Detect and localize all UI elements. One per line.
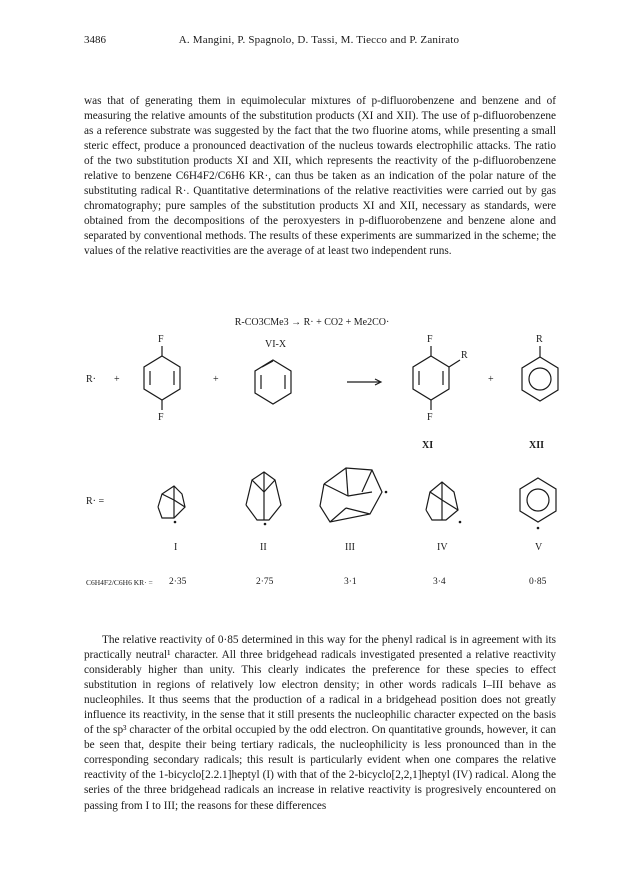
product-label-xi: XI (422, 440, 434, 451)
radical-dot-iv (459, 521, 462, 524)
substituent-r-xii: R (536, 334, 543, 345)
kr-value-i: 2·35 (169, 577, 187, 587)
substituent-r-xi: R (461, 350, 468, 361)
decomposition-equation: R-CO3CMe3 → R· + CO2 + Me2CO· (234, 317, 390, 328)
paragraph-2-text: The relative reactivity of 0·85 determined in this way for the phenyl radical is in agreement with its practically neutral¹ character. All three bridgehead radicals investigated presented a relative reactivity considerably higher than unity. This clearly indicates the preference for these species to effect substitution in regions of relatively low electron density; in other words radicals I–III behave as nucleophiles. It thus seems that the production of a radical in a bridgehead position does not greatly influence its reactivity, in the sense that it still presents the nucleophilic character expected on the basis of the sp³ character of the orbital occupied by the odd electron. On quantitative grounds, however, it can be seen that, despite their being tertiary radicals, the nucleophilicity is less pronounced than in the corresponding secondary radicals; this result is particularly evident when one compares the relative reactivity of the 1-bicyclo[2.2.1]heptyl (I) with that of the 2-bicyclo[2,2,1]heptyl (IV) radical. Along the series of the three bridgehead radicals an increase in relative reactivity is progresively encountered on passing from I to III; the reasons for these differences (84, 634, 556, 812)
radical-i-structure (158, 486, 185, 518)
plus-sign-3: + (488, 374, 494, 385)
radical-iii-structure (320, 468, 382, 522)
product-xii-ring (522, 357, 558, 401)
radical-label-ii: II (260, 542, 267, 553)
radical-iv-structure (426, 482, 458, 520)
paragraph-2 (84, 633, 556, 814)
radical-label-v: V (535, 542, 543, 553)
fluorine-bottom-reactant: F (158, 412, 164, 423)
kr-value-ii: 2·75 (256, 577, 274, 587)
running-authors: A. Mangini, P. Spagnolo, D. Tassi, M. Tiecco and P. Zanirato (178, 34, 460, 46)
radical-dot-v (537, 527, 540, 530)
kr-value-iii: 3·1 (344, 577, 357, 587)
precursor-label: VI-X (265, 339, 287, 350)
radical-label-iii: III (345, 542, 355, 553)
radical-row-label: R· = (86, 496, 105, 507)
paragraph-1-text: was that of generating them in equimolecular mixtures of p-difluorobenzene and benzene and of measuring the relative amounts of the substitution products (XI and XII). The use of p-difluorobenzene as a reference substrate was suggested by the fact that the two fluorine atoms, while presenting a small steric effect, produce a pronounced deactivation of the nucleus towards electrophilic attacks. The ratio of the two substitution products XI and XII, which represents the reactivity of the p-difluorobenzene relative to benzene C6H4F2/C6H6 KR·, can thus be taken as an indication of the polar nature of the substituting radical R·. Quantitative determinations of the relative reactivities were carried out by gas chromatography; pure samples of the substitution products XI and XII, necessary as standards, were obtained from the decompositions of the peroxyesters in p-difluorobenzene and benzene alone and separated by conventional methods. The results of these experiments are summarized in the scheme; the values of the relative reactivities are the average of at least two independent runs. (84, 95, 556, 258)
radical-ii-structure (246, 472, 281, 520)
plus-sign-2: + (213, 374, 219, 385)
kr-value-iv: 3·4 (433, 577, 446, 587)
radical-dot-i (174, 521, 177, 524)
page-number: 3486 (84, 34, 106, 46)
radical-dot-ii (264, 523, 267, 526)
radical-label-iv: IV (437, 542, 448, 553)
plus-sign-1: + (114, 374, 120, 385)
fluorine-top-product: F (427, 334, 433, 345)
kr-value-v: 0·85 (529, 577, 547, 587)
fluorine-bottom-product: F (427, 412, 433, 423)
radical-v-structure (520, 478, 556, 522)
kr-label: C6H4F2/C6H6 KR· = (86, 578, 153, 587)
fluorine-top-reactant: F (158, 334, 164, 345)
product-label-xii: XII (529, 440, 545, 451)
reactant-radical: R· (86, 374, 96, 385)
radical-label-i: I (174, 542, 178, 553)
radical-dot-iii (385, 491, 388, 494)
